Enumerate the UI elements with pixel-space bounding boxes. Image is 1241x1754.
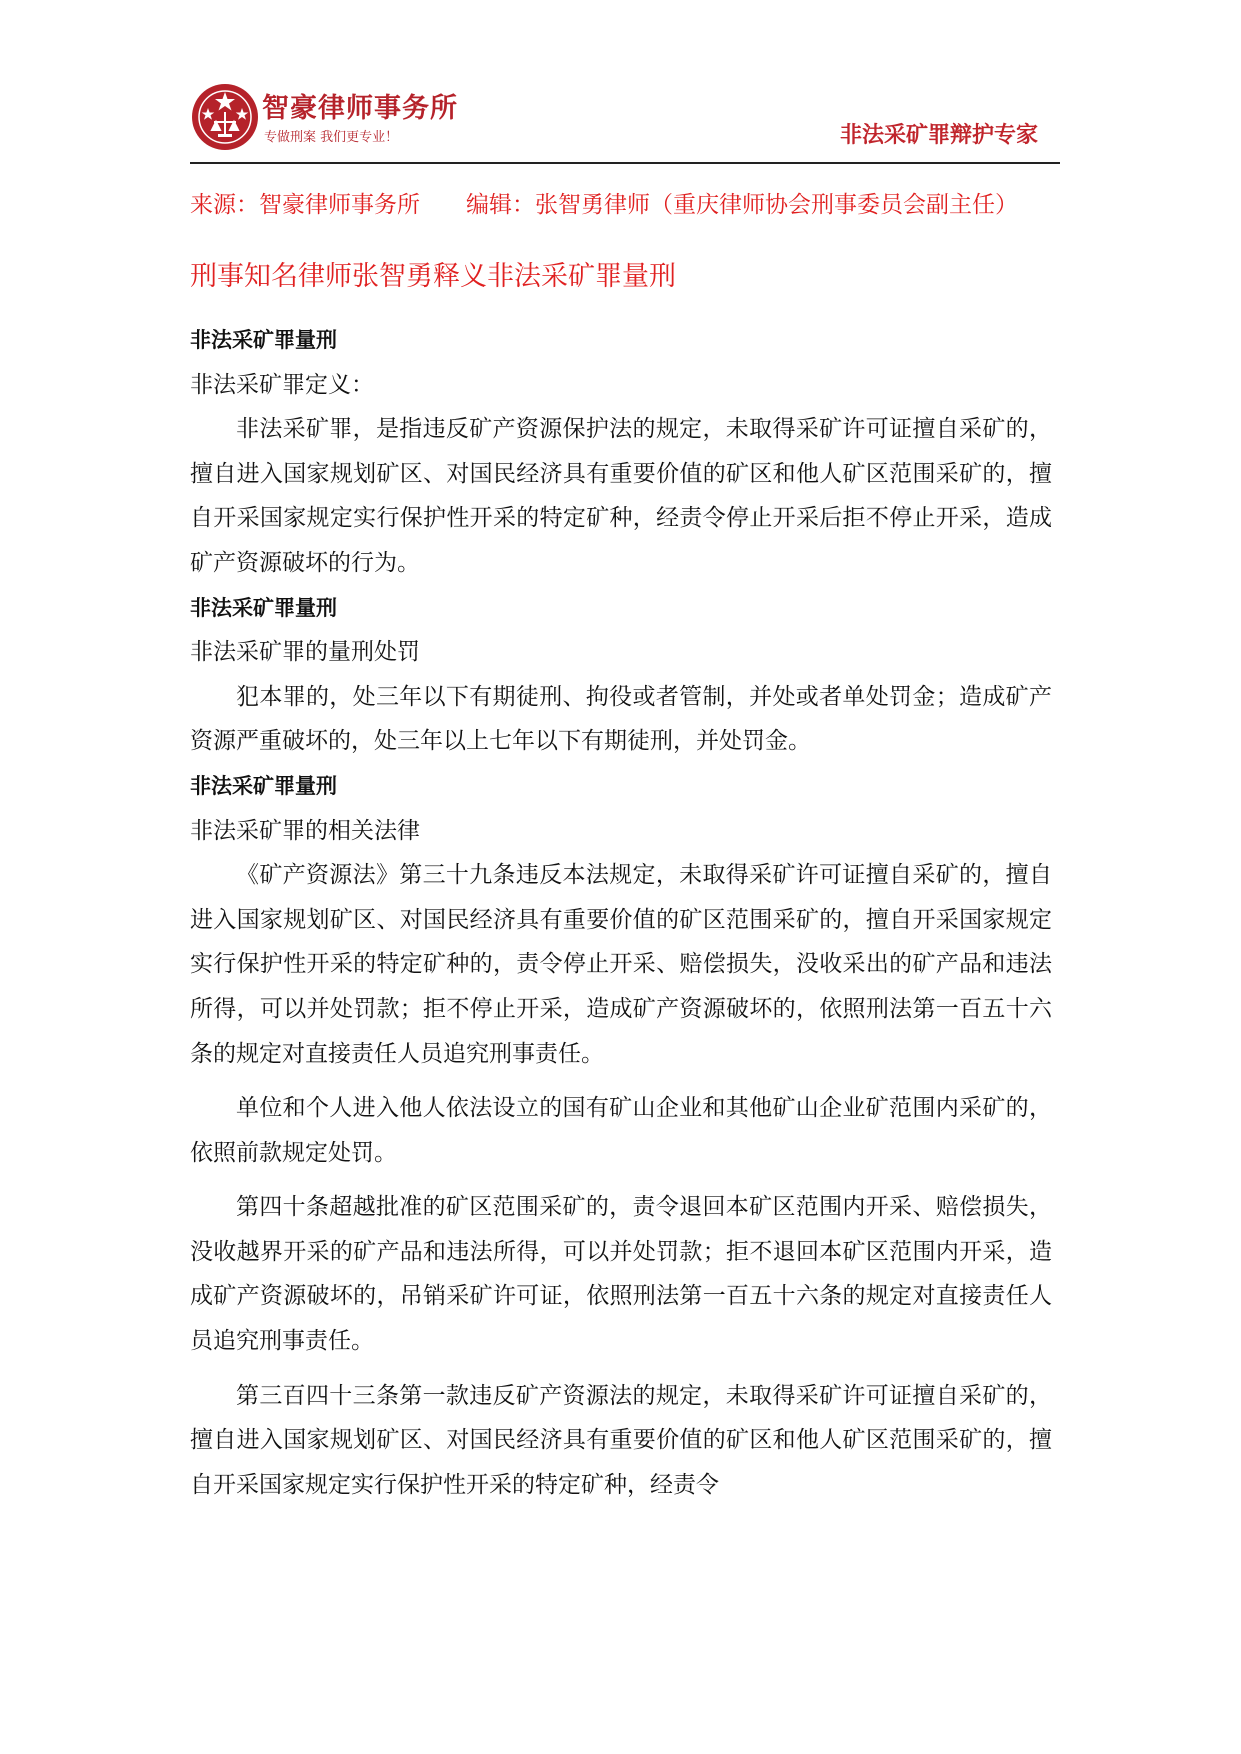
- firm-slogan: 专做刑案 我们更专业！: [264, 130, 399, 145]
- document-body: [190, 318, 1052, 1507]
- body-paragraph: 第三百四十三条第一款违反矿产资源法的规定，未取得采矿许可证擅自采矿的，擅自进入国家规划矿区、对国民经济具有重要价值的矿区和他人矿区范围采矿的，擅自开采国家规定实行保护性开采的特定矿种，经责令: [190, 1382, 1052, 1498]
- body-paragraph: 第四十条超越批准的矿区范围采矿的，责令退回本矿区范围内开采、赔偿损失，没收越界开采的矿产品和违法所得，可以并处罚款；拒不退回本矿区范围内开采，造成矿产资源破坏的，吊销采矿许可证，依照刑法第一百五十六条的规定对直接责任人员追究刑事责任。: [190, 1194, 1052, 1355]
- section-subheading: 非法采矿罪的相关法律: [190, 817, 420, 844]
- section-subheading: 非法采矿罪定义：: [190, 371, 374, 398]
- section-subheading: 非法采矿罪的量刑处罚: [190, 639, 420, 666]
- document-title: 刑事知名律师张智勇释义非法采矿罪量刑: [190, 261, 676, 292]
- body-paragraph: 《矿产资源法》第三十九条违反本法规定，未取得采矿许可证擅自采矿的，擅自进入国家规划矿区、对国民经济具有重要价值的矿区范围采矿的，擅自开采国家规定实行保护性开采的特定矿种的，责令停止开采、赔偿损失，没收采出的矿产品和违法所得，可以并处罚款；拒不停止开采，造成矿产资源破坏的，依照刑法第一百五十六条的规定对直接责任人员追究刑事责任。: [190, 862, 1052, 1067]
- source-label: 来源：智豪律师事务所: [190, 192, 420, 218]
- body-paragraph: 非法采矿罪，是指违反矿产资源保护法的规定，未取得采矿许可证擅自采矿的，擅自进入国家规划矿区、对国民经济具有重要价值的矿区和他人矿区范围采矿的，擅自开采国家规定实行保护性开采的特定矿种，经责令停止开采后拒不停止开采，造成矿产资源破坏的行为。: [190, 416, 1052, 576]
- body-paragraph: 单位和个人进入他人依法设立的国有矿山企业和其他矿山企业矿范围内采矿的，依照前款规定处罚。: [190, 1095, 1052, 1166]
- header-tagline: 非法采矿罪辩护专家: [839, 123, 1038, 148]
- section-heading: 非法采矿罪量刑: [190, 773, 337, 798]
- page-header: [190, 80, 1060, 164]
- law-firm-logo-icon: [190, 82, 260, 152]
- section-heading: 非法采矿罪量刑: [190, 595, 337, 620]
- source-line: [190, 186, 1018, 219]
- firm-name: 智豪律师事务所: [262, 93, 458, 124]
- section-heading: 非法采矿罪量刑: [190, 328, 337, 352]
- body-paragraph: 犯本罪的，处三年以下有期徒刑、拘役或者管制，并处或者单处罚金；造成矿产资源严重破坏的，处三年以上七年以下有期徒刑，并处罚金。: [190, 683, 1052, 755]
- editor-label: 编辑：张智勇律师（重庆律师协会刑事委员会副主任）: [466, 192, 1018, 218]
